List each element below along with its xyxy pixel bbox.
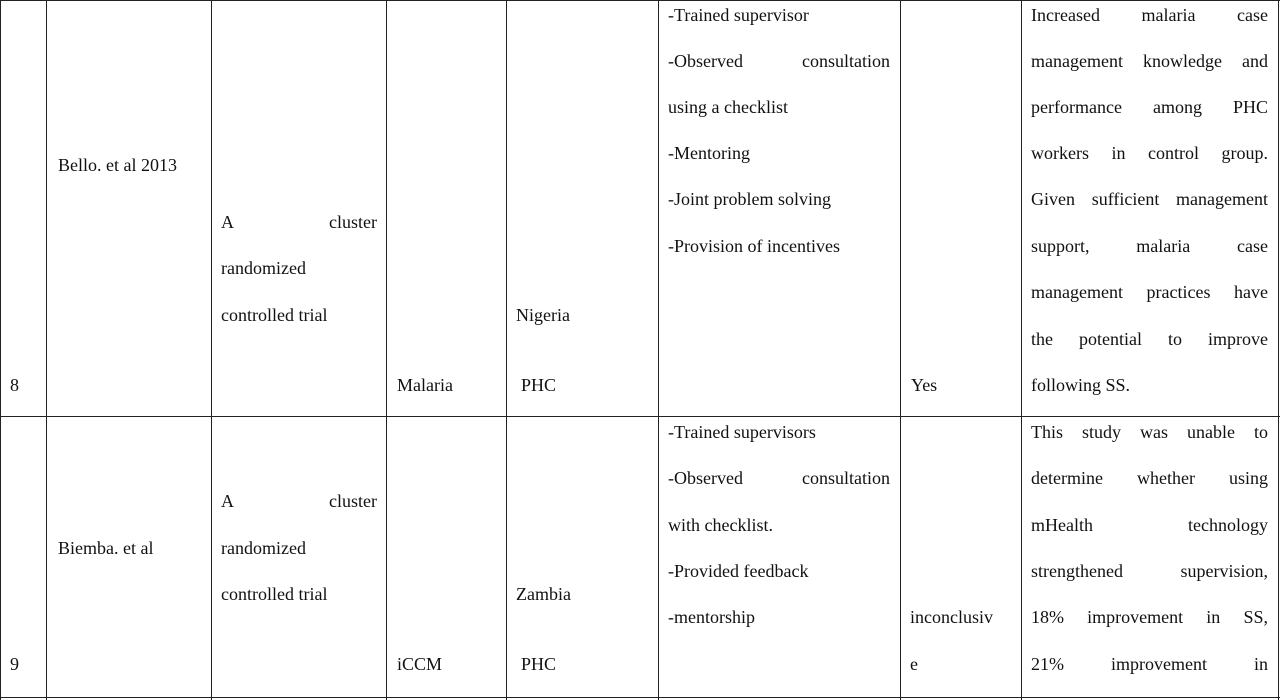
effective-cell: inconclusiv (910, 607, 993, 627)
outcome-line: This study was unable to (1031, 422, 1268, 442)
table-border (900, 0, 901, 700)
intervention-line: -Joint problem solving (668, 189, 831, 209)
intervention-line: with checklist. (668, 515, 773, 535)
intervention-line: -Provision of incentives (668, 236, 840, 256)
setting-cell: PHC (521, 654, 557, 674)
intervention-line: -Provided feedback (668, 561, 809, 581)
intervention-line: -mentorship (668, 607, 755, 627)
design-line: A cluster (221, 491, 377, 511)
design-line: randomized (221, 538, 306, 558)
outcome-line: the potential to improve (1031, 329, 1268, 349)
table-border (211, 0, 212, 700)
outcome-line: following SS. (1031, 375, 1131, 395)
table-border (0, 416, 1280, 417)
outcome-line: strengthened supervision, (1031, 561, 1268, 581)
disease-cell: Malaria (397, 375, 453, 395)
table-border (46, 0, 47, 700)
outcome-line: mHealth technology (1031, 515, 1268, 535)
table-border (1021, 0, 1022, 700)
effective-cell: e (910, 654, 918, 674)
outcome-line: workers in control group. (1031, 143, 1268, 163)
row-number: 9 (10, 654, 19, 674)
author-cell: Biemba. et al (58, 538, 154, 558)
intervention-line: -Mentoring (668, 143, 750, 163)
author-cell: Bello. et al 2013 (58, 155, 177, 175)
design-line: controlled trial (221, 305, 328, 325)
table-border (658, 0, 659, 700)
outcome-line: performance among PHC (1031, 97, 1268, 117)
table-border (0, 0, 1, 700)
outcome-line: Given sufficient management (1031, 189, 1268, 209)
row-number: 8 (10, 375, 19, 395)
outcome-line: 18% improvement in SS, (1031, 607, 1268, 627)
intervention-line: -Trained supervisors (668, 422, 816, 442)
table-border (0, 0, 1280, 1)
effective-cell: Yes (911, 375, 938, 395)
setting-cell: PHC (521, 375, 557, 395)
table-border (386, 0, 387, 700)
outcome-line: support, malaria case (1031, 236, 1268, 256)
outcome-line: management knowledge and (1031, 51, 1268, 71)
intervention-line: -Observed consultation (668, 51, 890, 71)
table-border (506, 0, 507, 700)
design-line: controlled trial (221, 584, 328, 604)
outcome-line: 21% improvement in (1031, 654, 1268, 674)
disease-cell: iCCM (397, 654, 443, 674)
country-cell: Zambia (516, 584, 571, 604)
table-border (1278, 0, 1279, 700)
outcome-line: determine whether using (1031, 468, 1268, 488)
intervention-line: -Trained supervisor (668, 5, 809, 25)
intervention-line: -Observed consultation (668, 468, 890, 488)
country-cell: Nigeria (516, 305, 570, 325)
design-line: randomized (221, 258, 306, 278)
outcome-line: Increased malaria case (1031, 5, 1268, 25)
outcome-line: management practices have (1031, 282, 1268, 302)
design-line: A cluster (221, 212, 377, 232)
table-border (0, 697, 1280, 698)
intervention-line: using a checklist (668, 97, 788, 117)
